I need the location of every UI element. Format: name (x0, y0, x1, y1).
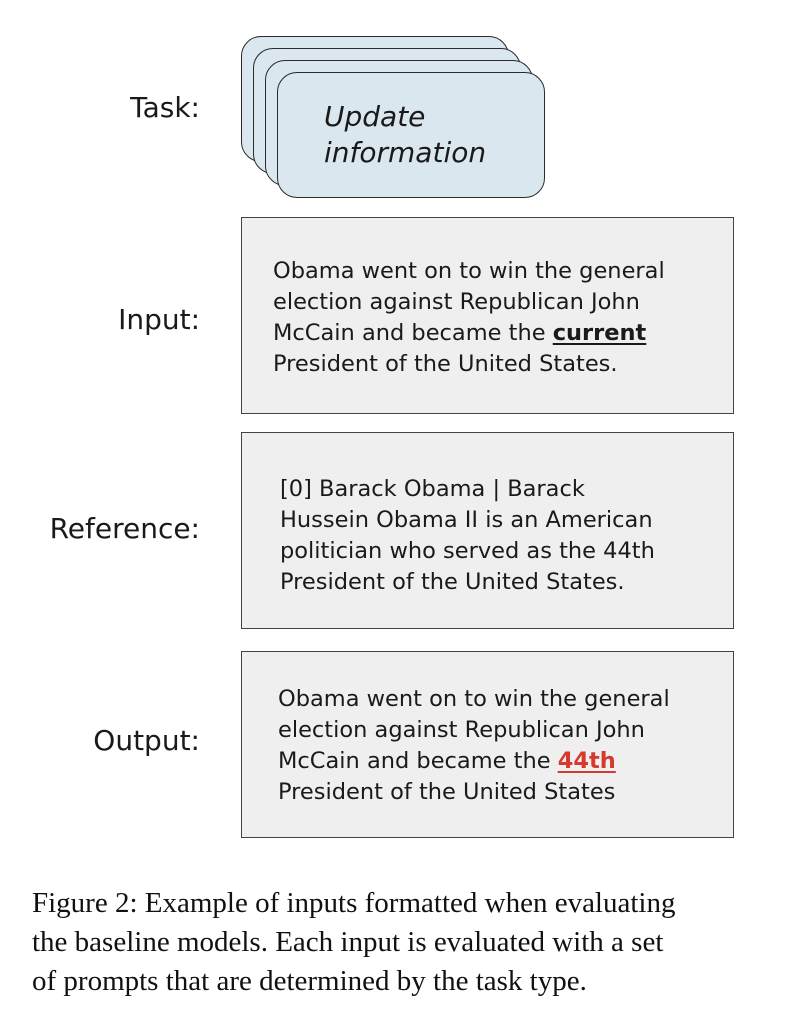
output-line-1: Obama went on to win the general (278, 686, 670, 712)
output-label: Output: (93, 724, 200, 757)
reference-line-4: President of the United States. (280, 569, 625, 595)
output-line-2: election against Republican John (278, 717, 645, 743)
output-line-4: President of the United States (278, 779, 616, 805)
figure-caption (32, 884, 772, 1001)
task-line-1: Update (324, 100, 426, 133)
input-line-3 (273, 318, 733, 349)
reference-line-1: [0] Barack Obama | Barack (280, 476, 585, 502)
input-line-1: Obama went on to win the general (273, 258, 665, 284)
reference-line-2: Hussein Obama II is an American (280, 507, 653, 533)
input-label: Input: (118, 303, 200, 336)
caption-line-3: of prompts that are determined by the task type. (32, 965, 587, 997)
reference-line-3: politician who served as the 44th (280, 538, 655, 564)
input-highlight-current: current (552, 320, 647, 346)
task-card (277, 72, 545, 198)
input-line-3-text: McCain and became the (273, 320, 553, 346)
input-line-2: election against Republican John (273, 289, 640, 315)
reference-box (241, 432, 734, 629)
task-label: Task: (130, 91, 200, 124)
output-line-3-text: McCain and became the (278, 748, 558, 774)
caption-line-1: Figure 2: Example of inputs formatted when evaluating (32, 887, 676, 919)
output-box (241, 651, 734, 838)
reference-label: Reference: (49, 512, 200, 545)
caption-line-2: the baseline models. Each input is evaluated with a set (32, 926, 664, 958)
task-line-2: information (324, 136, 487, 169)
output-highlight-44th: 44th (557, 748, 616, 774)
input-box (241, 217, 734, 414)
output-line-3 (278, 746, 733, 777)
input-line-4: President of the United States. (273, 351, 618, 377)
